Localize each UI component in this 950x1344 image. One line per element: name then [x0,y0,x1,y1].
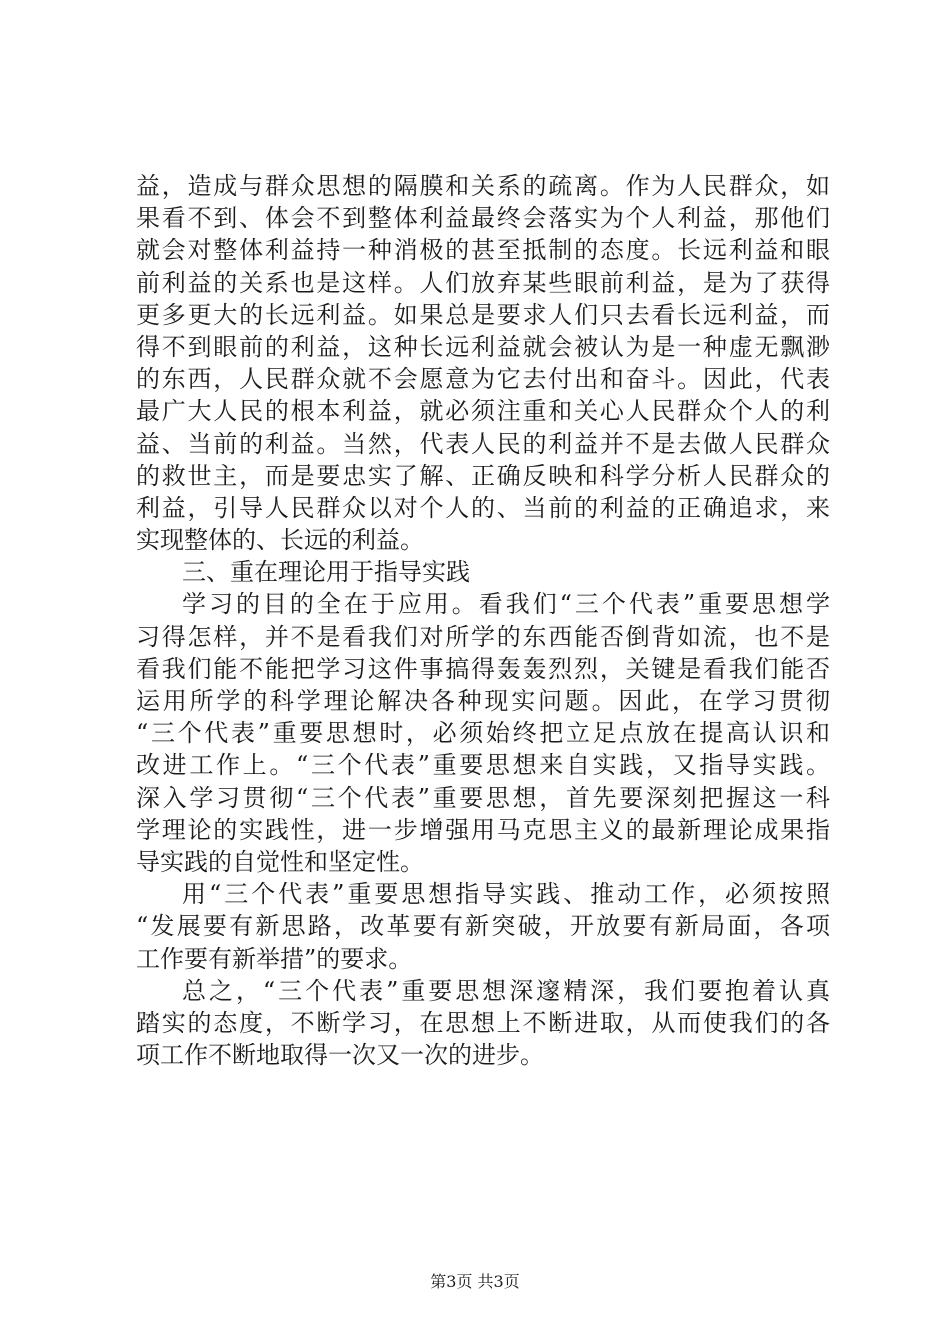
text-line: 总之，“三个代表”重要思想深邃精深，我们要抱着认真 [182,976,830,1005]
text-line: 深入学习贯彻“三个代表”重要思想，首先要深刻把握这一科 [136,783,830,812]
text-line: 最广大人民的根本利益，就必须注重和关心人民群众个人的利 [136,397,830,426]
text-line: 的东西，人民群众就不会愿意为它去付出和奋斗。因此，代表 [136,365,830,394]
text-line: 益、当前的利益。当然，代表人民的利益并不是去做人民群众 [136,429,830,458]
text-line: 的救世主，而是要忠实了解、正确反映和科学分析人民群众的 [136,461,830,490]
text-line: “三个代表”重要思想时，必须始终把立足点放在提高认识和 [136,719,830,748]
text-line: 前利益的关系也是这样。人们放弃某些眼前利益，是为了获得 [136,268,830,297]
body-text [136,170,830,1071]
text-line: 踏实的态度，不断学习，在思想上不断进取，从而使我们的各 [136,1008,830,1037]
text-line: 利益，引导人民群众以对个人的、当前的利益的正确追求，来 [136,493,830,522]
text-line: 益，造成与群众思想的隔膜和关系的疏离。作为人民群众，如 [136,172,830,200]
text-line: 学理论的实践性，进一步增强用马克思主义的最新理论成果指 [136,815,830,844]
text-line: 习得怎样，并不是看我们对所学的东西能否倒背如流，也不是 [136,622,830,651]
text-line: 工作要有新举措”的要求。 [136,944,413,973]
text-line: 更多更大的长远利益。如果总是要求人们只去看长远利益，而 [136,300,830,329]
text-line: 就会对整体利益持一种消极的甚至抵制的态度。长远利益和眼 [136,236,830,265]
text-line: 导实践的自觉性和坚定性。 [136,847,424,876]
text-line: 实现整体的、长远的利益。 [136,526,424,555]
text-line: 用“三个代表”重要思想指导实践、推动工作，必须按照 [182,880,830,909]
text-line: 项工作不断地取得一次又一次的进步。 [136,1041,544,1070]
text-line: 学习的目的全在于应用。看我们“三个代表”重要思想学 [182,590,830,619]
text-line: “发展要有新思路，改革要有新突破，开放要有新局面，各项 [136,912,830,941]
text-line: 果看不到、体会不到整体利益最终会落实为个人利益，那他们 [136,204,830,233]
text-line: 得不到眼前的利益，这种长远利益就会被认为是一种虚无飘渺 [136,332,830,361]
text-line: 看我们能不能把学习这件事搞得轰轰烈烈，关键是看我们能否 [136,654,830,683]
page-footer: 第3页 共3页 [430,1272,520,1291]
text-line: 三、重在理论用于指导实践 [182,558,470,587]
text-line: 运用所学的科学理论解决各种现实问题。因此，在学习贯彻 [136,687,830,715]
text-line: 改进工作上。“三个代表”重要思想来自实践，又指导实践。 [136,751,830,780]
